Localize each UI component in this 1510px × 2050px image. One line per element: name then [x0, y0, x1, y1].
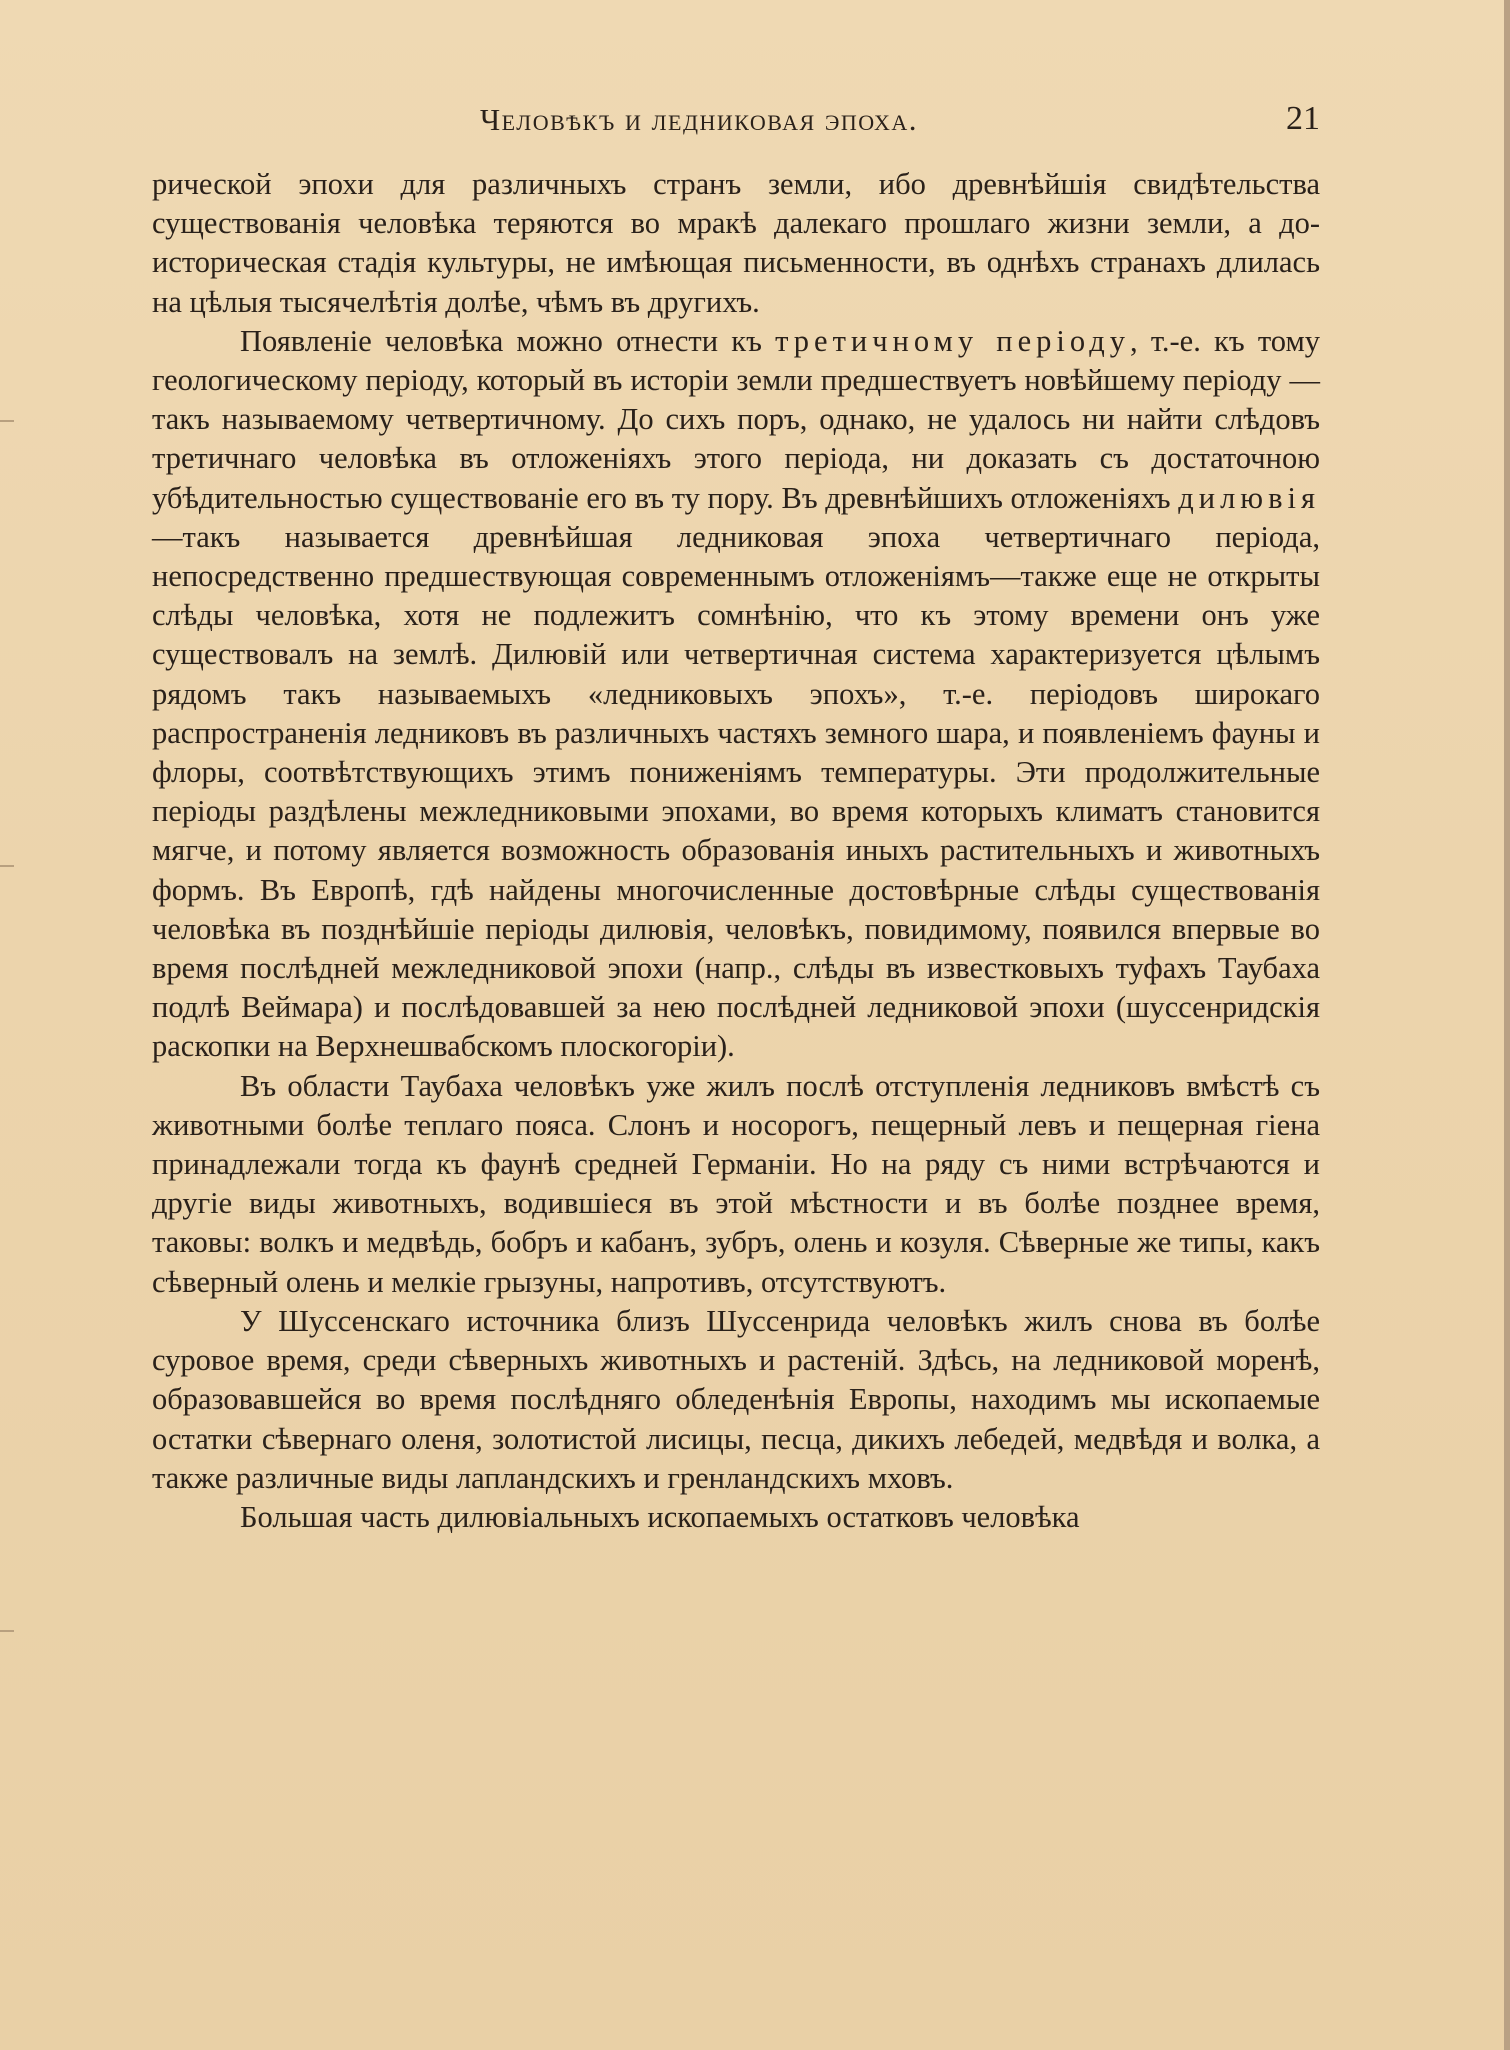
running-header — [150, 102, 1320, 148]
paragraph-text: Появленіе человѣка можно отнести къ — [240, 323, 776, 358]
paragraph — [152, 322, 1320, 1067]
page-edge-mark — [0, 1630, 14, 1632]
paragraph: рической эпохи для различныхъ странъ земли, ибо древнѣйшія свидѣтельства существованія человѣка теряются во мракѣ далекаго прошлаго жизни земли, а до-историческая стадія культуры, не имѣющая письменности, въ однѣхъ странахъ длилась на цѣлыя тысячелѣтія долѣе, чѣмъ въ другихъ. — [152, 167, 1320, 319]
spaced-term: дилювія — [1178, 480, 1320, 515]
page-edge-mark — [0, 420, 14, 422]
text-body — [152, 165, 1320, 1537]
page-edge-mark — [0, 865, 14, 867]
paragraph: Въ области Таубаха человѣкъ уже жилъ послѣ отступленія ледниковъ вмѣстѣ съ животными болѣе теплаго пояса. Слонъ и носорогъ, пещерный левъ и пещерная гіена принадлежали тогда къ фаунѣ средней Германіи. Но на ряду съ ними встрѣчаются и другіе виды животныхъ, водившіеся въ этой мѣстности и въ болѣе позднее время, таковы: волкъ и медвѣдь, бобръ и кабанъ, зубръ, олень и козуля. Сѣверные же типы, какъ сѣверный олень и мелкіе грызуны, напротивъ, отсутствуютъ. — [152, 1068, 1320, 1299]
paragraph: Большая часть дилювіальныхъ ископаемыхъ остатковъ человѣка — [240, 1499, 1080, 1534]
page-number: 21 — [1286, 100, 1320, 137]
paragraph-text: , т.-е. къ тому геологическому періоду, который въ исторіи земли предшествуетъ новѣйшему періоду — такъ называемому четвертичному. До сихъ поръ, однако, не удалось ни найти слѣдовъ третичнаго человѣка въ отложеніяхъ этого періода, ни доказать съ достаточною убѣдительностью существованіе его въ ту пору. Въ древнѣйшихъ отложеніяхъ — [152, 323, 1320, 515]
spaced-term: третичному періоду — [775, 323, 1131, 358]
running-title: Человѣкъ и ледниковая эпоха. — [480, 102, 918, 137]
paragraph: У Шуссенскаго источника близъ Шуссенрида человѣкъ жилъ снова въ болѣе суровое время, среди сѣверныхъ животныхъ и растеній. Здѣсь, на ледниковой моренѣ, образовавшейся во время послѣдняго обледенѣнія Европы, находимъ мы ископаемые остатки сѣвернаго оленя, золотистой лисицы, песца, дикихъ лебедей, медвѣдя и волка, а также различные виды лапландскихъ и гренландскихъ мховъ. — [152, 1303, 1320, 1495]
paragraph-text: —такъ называется древнѣйшая ледниковая эпоха четвертичнаго періода, непосредственно предшествующая современнымъ отложеніямъ—также еще не открыты слѣды человѣка, хотя не подлежитъ сомнѣнію, что къ этому времени онъ уже существовалъ на землѣ. Дилювій или четвертичная система характеризуется цѣлымъ рядомъ такъ называемыхъ «ледниковыхъ эпохъ», т.-е. періодовъ широкаго распространенія ледниковъ въ различныхъ частяхъ земного шара, и появленіемъ фауны и флоры, соотвѣтствующихъ этимъ пониженіямъ температуры. Эти продолжительные періоды раздѣлены межледниковыми эпохами, во время которыхъ климатъ становится мягче, и потому является возможность образованія иныхъ растительныхъ и животныхъ формъ. Въ Европѣ, гдѣ найдены многочисленные достовѣрные слѣды существованія человѣка въ позднѣйшіе періоды дилювія, человѣкъ, повидимому, появился впервые во время послѣдней межледниковой эпохи (напр., слѣды въ известковыхъ туфахъ Таубаха подлѣ Веймара) и послѣдовавшей за нею послѣдней ледниковой эпохи (шуссенридскія раскопки на Верхнешвабскомъ плоскогоріи). — [152, 519, 1320, 1064]
